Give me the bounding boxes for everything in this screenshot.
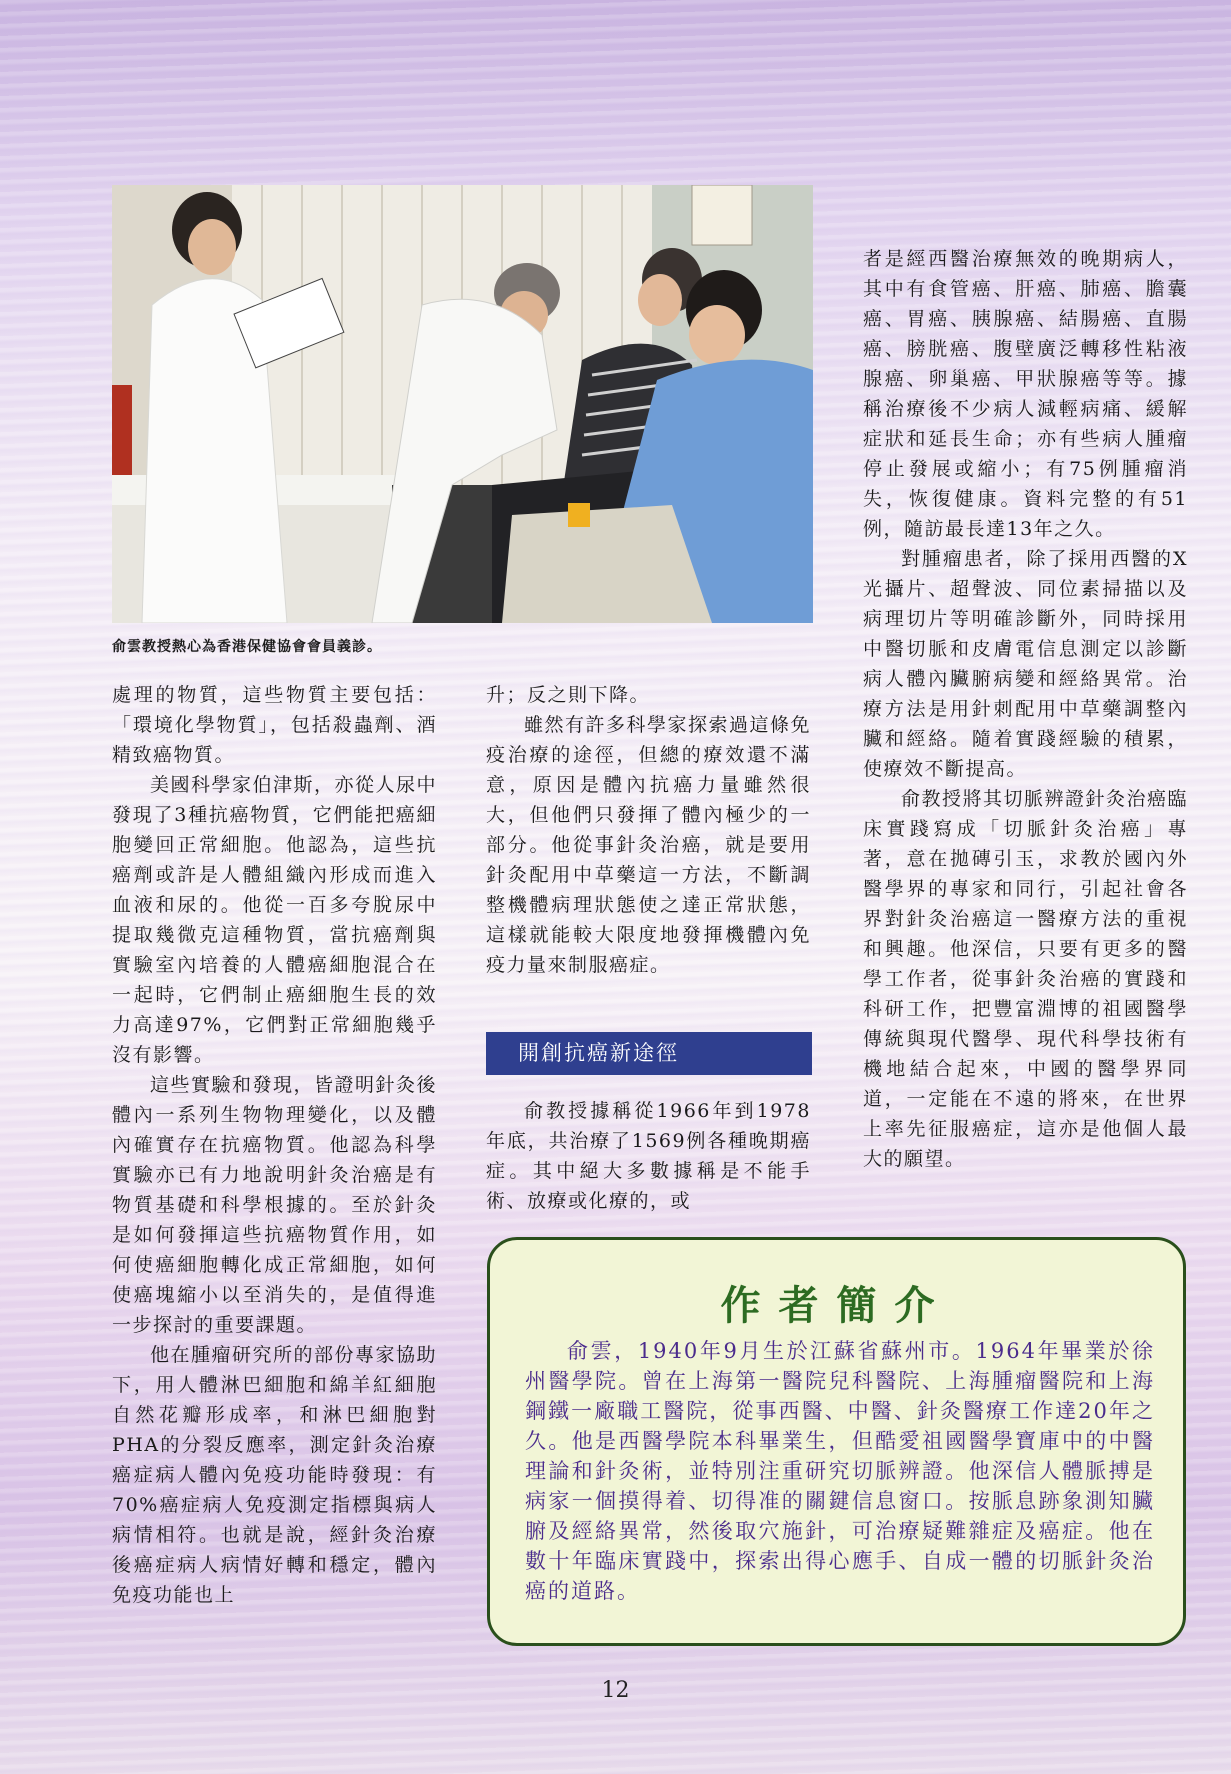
paragraph: 升；反之則下降。 bbox=[486, 684, 651, 706]
paragraph: 處理的物質，這些物質主要包括：「環境化學物質」，包括殺蟲劑、酒精致癌物質。 bbox=[112, 684, 437, 766]
author-bio-title: 作者簡介 bbox=[720, 1282, 953, 1329]
clinic-photo bbox=[112, 185, 813, 623]
paragraph: 美國科學家伯津斯，亦從人尿中發現了3種抗癌物質，它們能把癌細胞變回正常細胞。他認為，這些抗癌劑或許是人體組織內形成而進入血液和尿的。他從一百多夸脫尿中提取幾微克這種物質，當抗癌劑與實驗室內培養的人體癌細胞混合在一起時，它們制止癌細胞生長的效力高達97%，它們對正常細胞幾乎沒有影響。 bbox=[112, 774, 438, 1066]
paragraph: 者是經西醫治療無效的晚期病人，其中有食管癌、肝癌、肺癌、膽囊癌、胃癌、胰腺癌、結腸癌、直腸癌、膀胱癌、腹壁廣泛轉移性粘液腺癌、卵巢癌、甲狀腺癌等等。據稱治療後不少病人減輕病痛、緩解症狀和延長生命；亦有些病人腫瘤停止發展或縮小；有75例腫瘤消失，恢復健康。資料完整的有51例，隨訪最長達13年之久。 bbox=[863, 248, 1188, 540]
paragraph: 他在腫瘤研究所的部份專家協助下，用人體淋巴細胞和綿羊紅細胞自然花瓣形成率，和淋巴細胞對PHA的分裂反應率，測定針灸治療癌症病人體內免疫功能時發現：有70%癌症病人免疫測定指標與病人病情相符。也就是說，經針灸治療後癌症病人病情好轉和穩定，體內免疫功能也上 bbox=[112, 1344, 438, 1606]
photo-caption: 俞雲教授熱心為香港保健協會會員義診。 bbox=[112, 639, 382, 655]
text-column-middle bbox=[486, 680, 811, 980]
text-column-middle-lower bbox=[486, 1096, 811, 1216]
paragraph: 俞教授將其切脈辨證針灸治癌臨床實踐寫成「切脈針灸治癌」專著，意在拋磚引玉，求教於國內外醫學界的專家和同行，引起社會各界對針灸治癌這一醫療方法的重視和興趣。他深信，只要有更多的醫學工作者，從事針灸治癌的實踐和科研工作，把豐富淵博的祖國醫學傳統與現代醫學、現代科學技術有機地結合起來，中國的醫學界同道，一定能在不遠的將來，在世界上率先征服癌症，這亦是他個人最大的願望。 bbox=[863, 788, 1189, 1170]
section-heading: 開創抗癌新途徑 bbox=[486, 1032, 812, 1075]
author-bio-box bbox=[487, 1237, 1186, 1646]
text-column-right bbox=[863, 244, 1188, 1174]
paragraph: 這些實驗和發現，皆證明針灸後體內一系列生物物理變化，以及體內確實存在抗癌物質。他認為科學實驗亦已有力地說明針灸治癌是有物質基礎和科學根據的。至於針灸是如何發揮這些抗癌物質作用，如何使癌細胞轉化成正常細胞，如何使癌塊縮小以至消失的，是值得進一步探討的重要課題。 bbox=[112, 1074, 438, 1336]
paragraph: 俞教授據稱從1966年到1978年底，共治療了1569例各種晚期癌症。其中絕大多數據稱是不能手術、放療或化療的，或 bbox=[486, 1100, 811, 1212]
page-number: 12 bbox=[601, 1678, 630, 1703]
text-column-left bbox=[112, 680, 437, 1610]
paragraph: 雖然有許多科學家探索過這條免疫治療的途徑，但總的療效還不滿意，原因是體內抗癌力量雖然很大，但他們只發揮了體內極少的一部分。他從事針灸治癌，就是要用針灸配用中草藥這一方法，不斷調整機體病理狀態使之達正常狀態，這樣就能較大限度地發揮機體內免疫力量來制服癌症。 bbox=[486, 714, 812, 976]
paragraph: 對腫瘤患者，除了採用西醫的X光攝片、超聲波、同位素掃描以及病理切片等明確診斷外，同時採用中醫切脈和皮膚電信息測定以診斷病人體內臟腑病變和經絡異常。治療方法是用針刺配用中草藥調整內臟和經絡。隨着實踐經驗的積累，使療效不斷提高。 bbox=[863, 548, 1188, 780]
author-bio-text: 俞雲，1940年9月生於江蘇省蘇州市。1964年畢業於徐州醫學院。曾在上海第一醫院兒科醫院、上海腫瘤醫院和上海鋼鐵一廠職工醫院，從事西醫、中醫、針灸醫療工作達20年之久。他是西醫學院本科畢業生，但酷愛祖國醫學寶庫中的中醫理論和針灸術，並特別注重研究切脈辨證。他深信人體脈搏是病家一個摸得着、切得准的關鍵信息窗口。按脈息跡象測知臟腑及經絡異常，然後取穴施針，可治療疑難雜症及癌症。他在數十年臨床實踐中，探索出得心應手、自成一體的切脈針灸治癌的道路。 bbox=[525, 1339, 1155, 1603]
